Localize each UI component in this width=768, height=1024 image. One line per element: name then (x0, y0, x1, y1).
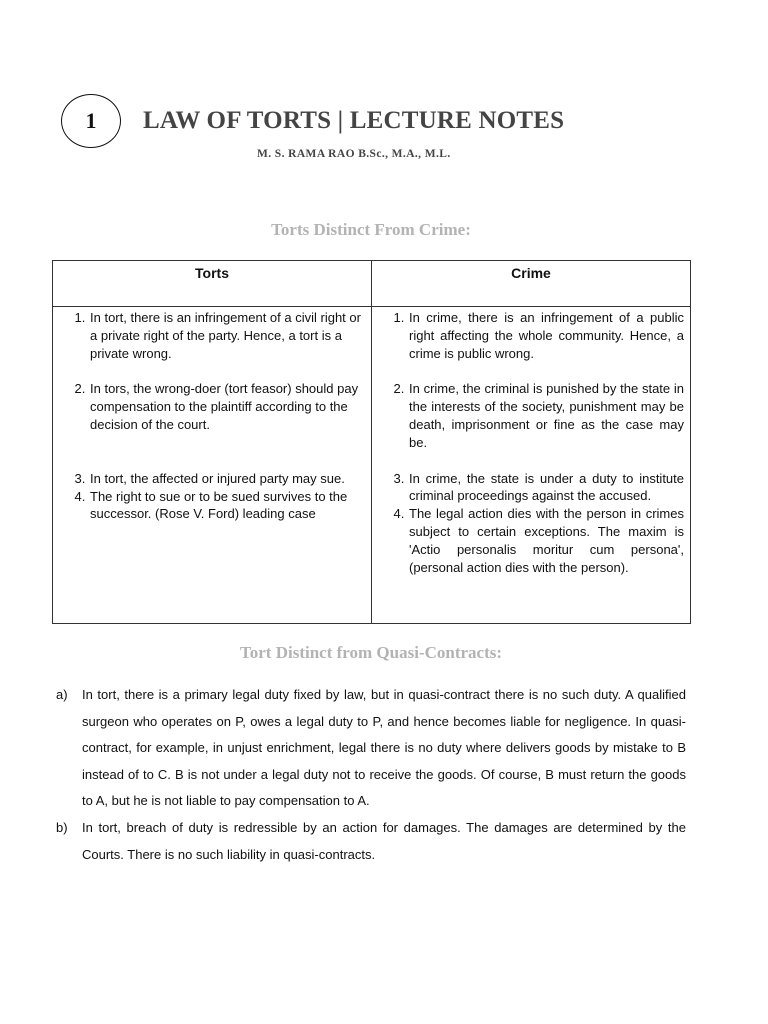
torts-item-2: 2. In tors, the wrong-doer (tort feasor) should pay compensation to the plaintiff according to the decision of the court. (89, 380, 365, 433)
list-item-text: In tort, there is a primary legal duty fixed by law, but in quasi-contract there is no such duty. A qualified surgeon who operates on P, owes a legal duty to P, and hence becomes liable for negligence. In quasi-contract, for example, in unjust enrichment, legal there is no duty where delivers goods by mistake to B instead of to C. B is not under a legal duty not to receive the goods. Of course, B must return the goods to A, but he is not liable to pay compensation to A. (82, 687, 686, 809)
section-heading-torts-vs-crime: Torts Distinct From Crime: (271, 220, 471, 239)
quasi-contract-points (56, 682, 686, 868)
list-marker: b) (56, 819, 68, 835)
table-header-row (53, 261, 691, 307)
crime-list (378, 309, 684, 576)
crime-item-3: 3. In crime, the state is under a duty to institute criminal proceedings against the accused. (408, 470, 684, 506)
page-number-badge (61, 94, 121, 148)
crime-item-2: 2. In crime, the criminal is punished by the state in the interests of the society, punishment may be death, imprisonment or fine as the case may be. (408, 380, 684, 451)
page-number: 1 (85, 108, 97, 133)
section-heading-tort-vs-quasi-contracts: Tort Distinct from Quasi-Contracts: (239, 643, 503, 662)
author-line: M. S. RAMA RAO B.Sc., M.A., M.L. (257, 148, 451, 160)
crime-cell (372, 307, 691, 624)
list-item (56, 682, 686, 815)
list-marker: a) (56, 687, 68, 702)
list-item-text: In tort, breach of duty is redressible by an action for damages. The damages are determined by the Courts. There is no such liability in quasi-contracts. (82, 819, 686, 862)
torts-cell (53, 307, 372, 624)
crime-item-1: 1. In crime, there is an infringement of a public right affecting the whole community. Hence, a crime is public wrong. (408, 309, 684, 362)
torts-crime-comparison-table (52, 260, 691, 624)
torts-item-1: 1. In tort, there is an infringement of a civil right or a private right of the party. Hence, a tort is a private wrong. (89, 309, 365, 362)
column-header-torts: Torts (53, 261, 372, 307)
torts-list (59, 309, 365, 523)
crime-item-4: 4. The legal action dies with the person in crimes subject to certain exceptions. The maxim is 'Actio personalis moritur cum persona', (personal action dies with the person). (408, 505, 684, 576)
column-header-crime: Crime (372, 261, 691, 307)
table-body-row (53, 307, 691, 624)
list-item (56, 815, 686, 868)
torts-item-4: 4. The right to sue or to be sued survives to the successor. (Rose V. Ford) leading case (89, 488, 365, 524)
torts-item-3: 3. In tort, the affected or injured party may sue. (89, 470, 365, 488)
document-title: LAW OF TORTS | LECTURE NOTES (143, 107, 565, 134)
